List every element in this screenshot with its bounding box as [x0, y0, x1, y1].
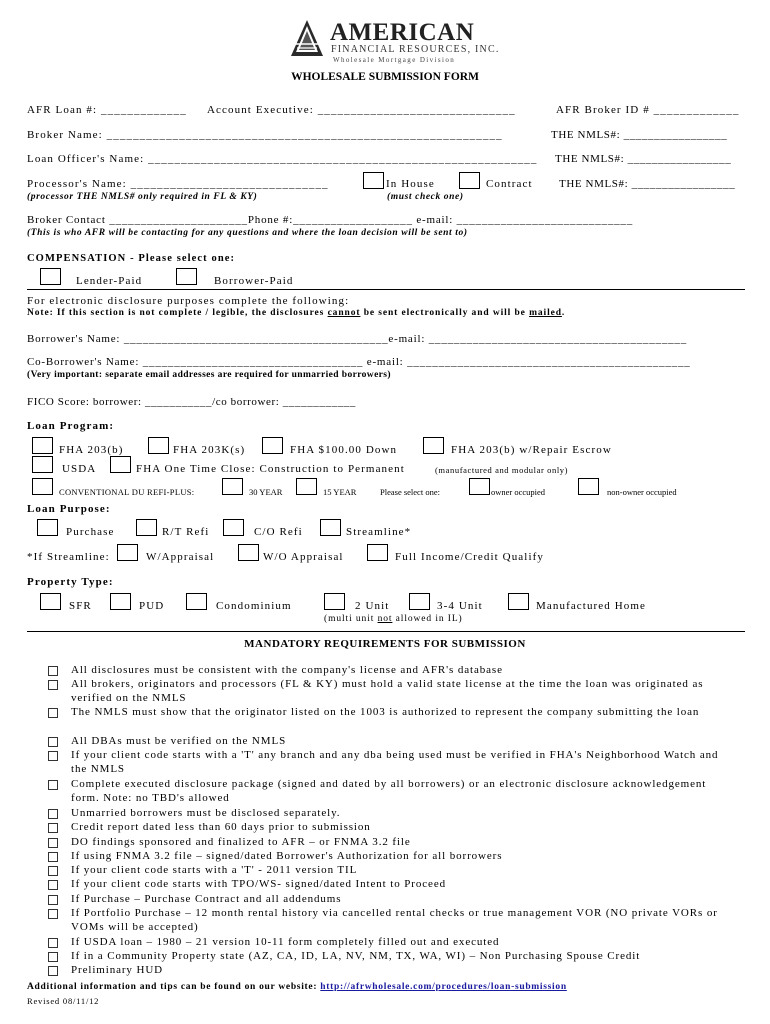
property-type-heading: Property Type: [27, 576, 114, 588]
w-appraisal-label: W/Appraisal [146, 551, 215, 563]
requirement-text: Unmarried borrowers must be disclosed separately. [71, 807, 341, 819]
requirement-text: All brokers, originators and processors (FL & KY) must hold a valid state license at the time the loan was originated as verified on the NMLS [71, 678, 704, 705]
lender-paid-label: Lender-Paid [76, 275, 143, 287]
coborrower-name-field[interactable]: Co-Borrower's Name: ___________________________________ e-mail: _____________________________________________ [27, 356, 691, 368]
divider [27, 631, 745, 632]
logo-name: AMERICAN [330, 19, 475, 46]
usda-label: USDA [62, 463, 97, 475]
requirement-text: Complete executed disclosure package (signed and dated by all borrowers) or an electronic disclosure acknowledgement form. Note: no TBD's allowed [71, 778, 707, 805]
bullet-checkbox-icon [48, 809, 58, 819]
if-streamline-label: *If Streamline: [27, 551, 110, 563]
in-house-checkbox[interactable] [363, 172, 384, 189]
corefi-checkbox[interactable] [223, 519, 244, 536]
logo-line3: Wholesale Mortgage Division [333, 56, 456, 64]
note-prefix: Note: If this section is not complete / legible, the disclosures [27, 308, 328, 318]
processor-note: (processor THE NMLS# only required in FL & KY) [27, 192, 258, 202]
fha100-label: FHA $100.00 Down [290, 444, 398, 456]
note-mailed: mailed [529, 308, 562, 318]
bullet-checkbox-icon [48, 708, 58, 718]
fha100-checkbox[interactable] [262, 437, 283, 454]
w-appraisal-checkbox[interactable] [117, 544, 138, 561]
unmarried-note: (Very important: separate email addresses are required for unmarried borrowers) [27, 370, 391, 380]
account-exec-field[interactable]: Account Executive: ______________________________ [207, 104, 516, 116]
conventional-label: CONVENTIONAL DU REFI-PLUS: [59, 487, 195, 497]
must-check-note: (must check one) [387, 192, 464, 202]
unit2-label: 2 Unit [355, 600, 390, 612]
fha203ks-checkbox[interactable] [148, 437, 169, 454]
lender-paid-checkbox[interactable] [40, 268, 61, 285]
streamline-label: Streamline* [346, 526, 412, 538]
footer-text [27, 982, 567, 992]
unit34-label: 3-4 Unit [437, 600, 483, 612]
conventional-checkbox[interactable] [32, 478, 53, 495]
bullet-checkbox-icon [48, 823, 58, 833]
bullet-checkbox-icon [48, 780, 58, 790]
usda-checkbox[interactable] [32, 456, 53, 473]
fico-field[interactable]: FICO Score: borrower: ___________/co borrower: ____________ [27, 396, 356, 408]
sfr-label: SFR [69, 600, 92, 612]
requirement-text: All DBAs must be verified on the NMLS [71, 735, 287, 747]
divider [27, 289, 745, 290]
fha-otc-label: FHA One Time Close: Construction to Permanent [136, 463, 405, 475]
logo-icon [289, 18, 325, 58]
disclosure-intro: For electronic disclosure purposes complete the following: [27, 295, 350, 307]
rtrefi-label: R/T Refi [162, 526, 210, 538]
fha-otc-note: (manufactured and modular only) [435, 465, 569, 475]
note-not: not [377, 614, 393, 624]
multi-unit-note [324, 614, 463, 624]
yr30-checkbox[interactable] [222, 478, 243, 495]
fha203b-repair-label: FHA 203(b) w/Repair Escrow [451, 444, 612, 456]
bullet-checkbox-icon [48, 751, 58, 761]
bullet-checkbox-icon [48, 966, 58, 976]
purchase-checkbox[interactable] [37, 519, 58, 536]
pud-checkbox[interactable] [110, 593, 131, 610]
requirement-text: The NMLS must show that the originator listed on the 1003 is authorized to represent the company submitting the loan [71, 706, 700, 718]
requirement-text: If in a Community Property state (AZ, CA, ID, LA, NV, NM, TX, WA, WI) – Non Purchasing Spouse Credit [71, 950, 641, 962]
borrower-paid-checkbox[interactable] [176, 268, 197, 285]
loan-officer-nmls-field[interactable]: THE NMLS#: _________________ [555, 153, 732, 165]
bullet-checkbox-icon [48, 880, 58, 890]
broker-contact-field[interactable]: Broker Contact ______________________Phone #:___________________ e-mail: ____________________________ [27, 214, 634, 226]
manufactured-checkbox[interactable] [508, 593, 529, 610]
condo-checkbox[interactable] [186, 593, 207, 610]
requirement-text: DO findings sponsored and finalized to AFR – or FNMA 3.2 file [71, 836, 411, 848]
fha203b-checkbox[interactable] [32, 437, 53, 454]
yr30-label: 30 YEAR [249, 487, 283, 497]
corefi-label: C/O Refi [254, 526, 303, 538]
non-owner-checkbox[interactable] [578, 478, 599, 495]
footer-info: Additional information and tips can be found on our website: [27, 982, 321, 992]
note-post: allowed in IL) [392, 614, 463, 624]
yr15-label: 15 YEAR [323, 487, 357, 497]
requirement-text: Credit report dated less than 60 days prior to submission [71, 821, 371, 833]
condo-label: Condominium [216, 600, 292, 612]
borrower-name-field[interactable]: Borrower's Name: __________________________________________e-mail: _________________________________________ [27, 333, 688, 345]
disclosure-note [27, 308, 565, 318]
note-end: . [561, 308, 566, 318]
requirement-text: If using FNMA 3.2 file – signed/dated Borrower's Authorization for all borrowers [71, 850, 503, 862]
bullet-checkbox-icon [48, 895, 58, 905]
broker-nmls-field[interactable]: THE NMLS#: _________________ [551, 129, 728, 141]
loan-purpose-heading: Loan Purpose: [27, 503, 111, 515]
note-mid: be sent electronically and will be [360, 308, 530, 318]
bullet-checkbox-icon [48, 909, 58, 919]
wo-appraisal-checkbox[interactable] [238, 544, 259, 561]
bullet-checkbox-icon [48, 680, 58, 690]
purchase-label: Purchase [66, 526, 115, 538]
bullet-checkbox-icon [48, 737, 58, 747]
unit34-checkbox[interactable] [409, 593, 430, 610]
yr15-checkbox[interactable] [296, 478, 317, 495]
owner-occupied-checkbox[interactable] [469, 478, 490, 495]
requirement-text: If Purchase – Purchase Contract and all addendums [71, 893, 342, 905]
requirement-text: If Portfolio Purchase – 12 month rental history via cancelled rental checks or true management VOR (NO private VORs or VOMs will be accepted) [71, 907, 718, 934]
full-income-label: Full Income/Credit Qualify [395, 551, 544, 563]
fha203ks-label: FHA 203K(s) [173, 444, 246, 456]
sfr-checkbox[interactable] [40, 593, 61, 610]
bullet-checkbox-icon [48, 838, 58, 848]
broker-name-field[interactable]: Broker Name: ____________________________________________________________ [27, 129, 503, 141]
non-owner-label: non-owner occupied [607, 487, 677, 497]
owner-occupied-label: owner occupied [491, 487, 546, 497]
requirement-text: If your client code starts with a 'T' any branch and any dba being used must be verified in FHA's Neighborhood Watch and the NMLS [71, 749, 719, 776]
loan-officer-field[interactable]: Loan Officer's Name: ___________________________________________________________ [27, 153, 538, 165]
afr-loan-field[interactable]: AFR Loan #: _____________ [27, 104, 187, 116]
fha203b-label: FHA 203(b) [59, 444, 124, 456]
requirement-text: If your client code starts with TPO/WS- signed/dated Intent to Proceed [71, 878, 447, 890]
note-cannot: cannot [327, 308, 361, 318]
note-pre: (multi unit [324, 614, 378, 624]
contract-label: Contract [486, 178, 533, 190]
requirement-text: If your client code starts with a 'T' - 2011 version TIL [71, 864, 358, 876]
mandatory-heading: MANDATORY REQUIREMENTS FOR SUBMISSION [244, 638, 526, 650]
compensation-heading: COMPENSATION - Please select one: [27, 253, 236, 264]
wo-appraisal-label: W/O Appraisal [263, 551, 344, 563]
pud-label: PUD [139, 600, 165, 612]
processor-nmls-field[interactable]: THE NMLS#: _________________ [559, 178, 736, 190]
logo-line2: FINANCIAL RESOURCES, INC. [331, 44, 500, 55]
streamline-checkbox[interactable] [320, 519, 341, 536]
processor-name-field[interactable]: Processor's Name: ______________________________ [27, 178, 329, 190]
broker-id-field[interactable]: AFR Broker ID # _____________ [556, 104, 740, 116]
fha203b-repair-checkbox[interactable] [423, 437, 444, 454]
borrower-paid-label: Borrower-Paid [214, 275, 294, 287]
unit2-checkbox[interactable] [324, 593, 345, 610]
requirement-text: Preliminary HUD [71, 964, 164, 976]
bullet-checkbox-icon [48, 938, 58, 948]
bullet-checkbox-icon [48, 852, 58, 862]
revised-date: Revised 08/11/12 [27, 996, 100, 1006]
in-house-label: In House [386, 178, 435, 190]
loan-program-heading: Loan Program: [27, 420, 115, 432]
rtrefi-checkbox[interactable] [136, 519, 157, 536]
bullet-checkbox-icon [48, 952, 58, 962]
requirement-text: If USDA loan – 1980 – 21 version 10-11 form completely filled out and executed [71, 936, 500, 948]
select-one-label: Please select one: [380, 487, 440, 497]
broker-contact-note: (This is who AFR will be contacting for any questions and where the loan decision will be sent to) [27, 228, 468, 238]
website-link[interactable]: http://afrwholesale.com/procedures/loan-submission [320, 982, 567, 992]
contract-checkbox[interactable] [459, 172, 480, 189]
full-income-checkbox[interactable] [367, 544, 388, 561]
bullet-checkbox-icon [48, 666, 58, 676]
fha-otc-checkbox[interactable] [110, 456, 131, 473]
manufactured-label: Manufactured Home [536, 600, 647, 612]
requirement-text: All disclosures must be consistent with the company's license and AFR's database [71, 664, 503, 676]
form-title: WHOLESALE SUBMISSION FORM [291, 71, 479, 83]
bullet-checkbox-icon [48, 866, 58, 876]
